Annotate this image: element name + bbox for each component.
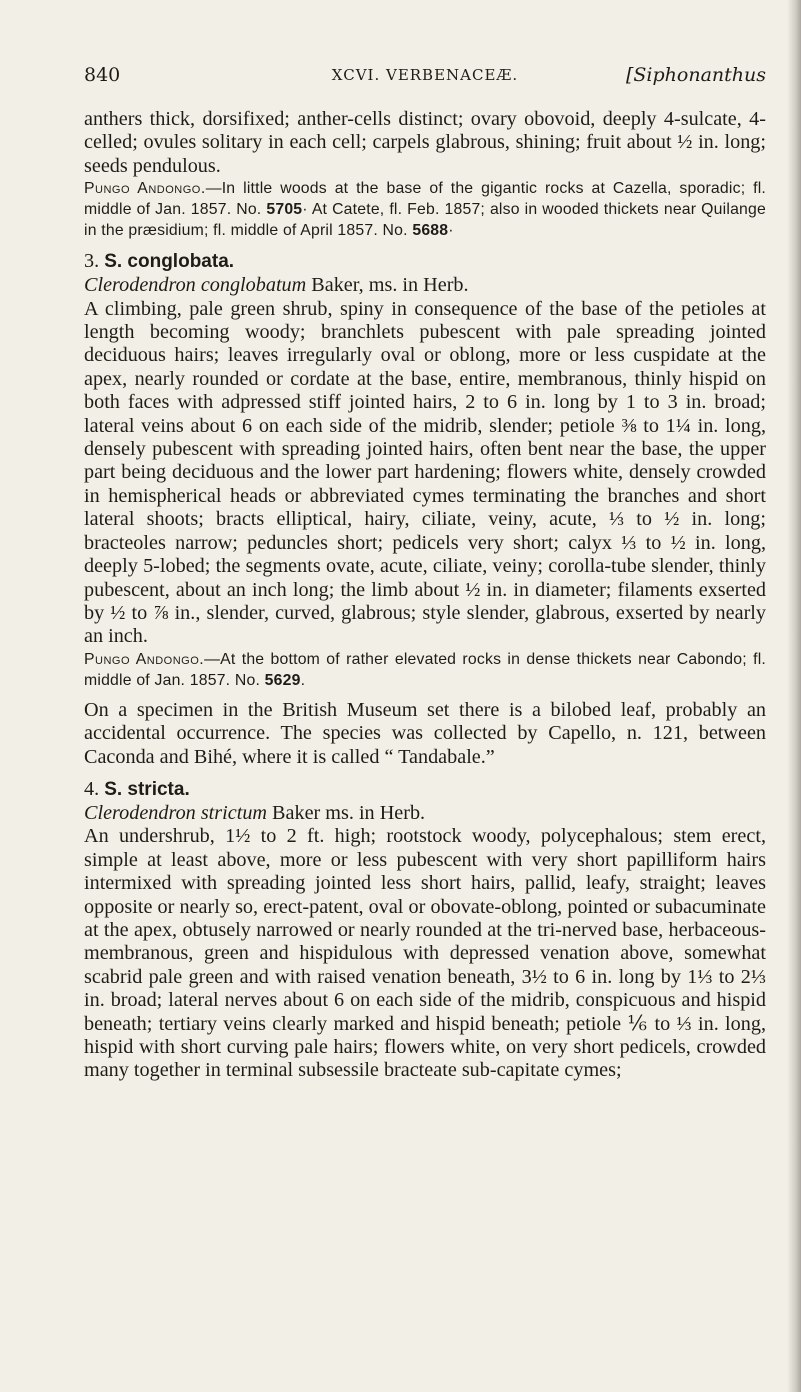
locality-end: · [448, 222, 454, 240]
genus-header: [Siphonanthus [625, 64, 766, 86]
specimen-number-2: 5688 [412, 222, 449, 240]
locality-region: Pungo Andongo. [84, 650, 205, 668]
synonym-authority: Baker, ms. in Herb. [306, 274, 469, 297]
species-name: S. stricta. [104, 778, 190, 800]
note-paragraph: On a specimen in the British Museum set there is a bilobed leaf, probably an accidental occurrence. The species was collected by Capello, n. 121, between Caconda and Bihé, where it is called “ Tandabale.” [84, 698, 766, 768]
synonym-line [84, 274, 766, 297]
species-description: An undershrub, 1½ to 2 ft. high; rootstock woody, polycephalous; stem erect, simple at least above, more or less pubescent with very short papilliform hairs intermixed with spreading jointed less short hairs, pallid, leafy, straight; leaves opposite or nearly so, erect-patent, oval or obovate-oblong, pointed or subacuminate at the apex, obtusely narrowed or nearly rounded at the tri-nerved base, herbaceous-membranous, green and hispidulous with depressed venation above, somewhat scabrid pale green and with raised venation beneath, 3½ to 6 in. long by 1⅓ to 2⅓ in. broad; lateral nerves about 6 on each side of the midrib, conspicuous and hispid beneath; tertiary veins clearly marked and hispid beneath; petiole ⅙ to ⅓ in. long, hispid with short curving pale hairs; flowers white, on very short pedicels, crowded many together in terminal subsessile bracteate sub-capitate cymes; [84, 825, 766, 1082]
locality-text-2: · At Catete, fl. Feb. 1857; also in wooded thickets near Quilange in the præsidium; fl. middle of April 1857. No. [84, 201, 767, 240]
species-heading-conglobata [84, 249, 766, 274]
specimen-number: 5705 [266, 201, 303, 219]
running-title: XCVI. VERBENACEÆ. [331, 66, 519, 84]
synonym-authority: Baker ms. in Herb. [267, 801, 426, 824]
species-name: S. conglobata. [104, 251, 235, 273]
synonym-line [84, 802, 766, 825]
locality-text: —At the bottom of rather elevated rocks in dense thickets near Cabondo; fl. middle of Jan. 1857. No. [84, 650, 766, 689]
species-number: 3. [84, 250, 105, 273]
species-number: 4. [84, 777, 105, 800]
specimen-number: 5629 [264, 671, 301, 689]
locality-region: Pungo Andongo. [84, 180, 206, 198]
synonym-name: Clerodendron strictum [84, 801, 267, 824]
page-spine-shadow [787, 0, 801, 1392]
page-body [84, 108, 766, 1083]
locality-paragraph-1 [84, 178, 766, 241]
locality-end: . [300, 671, 306, 689]
species-description: A climbing, pale green shrub, spiny in consequence of the base of the petioles at length becoming woody; branchlets pubescent with pale spreading jointed deciduous hairs; leaves irregularly oval or oblong, more or less cuspidate at the apex, nearly rounded or cordate at the base, entire, membranous, thinly hispid on both faces with adpressed stiff jointed hairs, 2 to 6 in. long by 1 to 3 in. broad; lateral veins about 6 on each side of the midrib, slender; petiole ⅜ to 1¼ in. long, densely pubescent with spreading jointed hairs, often bent near the base, the upper part being deciduous and the lower part hardening; flowers white, densely crowded in hemispherical heads or abbreviated cymes terminating the branches and short lateral shoots; bracts elliptical, hairy, ciliate, veiny, acute, ⅓ to ½ in. long; bracteoles narrow; peduncles short; pedicels very short; calyx ⅓ to ½ in. long, deeply 5-lobed; the segments ovate, acute, ciliate, veiny; corolla-tube slender, thinly pubescent, about an inch long; the limb about ½ in. in diameter; filaments exserted by ½ to ⅞ in., slender, curved, glabrous; style slender, glabrous, exserted by nearly an inch. [84, 297, 766, 648]
species-heading-stricta [84, 777, 766, 802]
locality-paragraph-2 [84, 649, 766, 691]
paragraph-anthers: anthers thick, dorsifixed; anther-cells distinct; ovary obovoid, deeply 4-sulcate, 4-celled; ovules solitary in each cell; carpels glabrous, shining; fruit about ½ in. long; seeds pendulous. [84, 108, 766, 177]
page-number: 840 [84, 64, 121, 86]
locality-text: —In little woods at the base of the gigantic rocks at Cazella, sporadic; fl. middle of Jan. 1857. No. [84, 180, 767, 219]
synonym-name: Clerodendron conglobatum [84, 274, 307, 297]
running-header [84, 62, 766, 88]
